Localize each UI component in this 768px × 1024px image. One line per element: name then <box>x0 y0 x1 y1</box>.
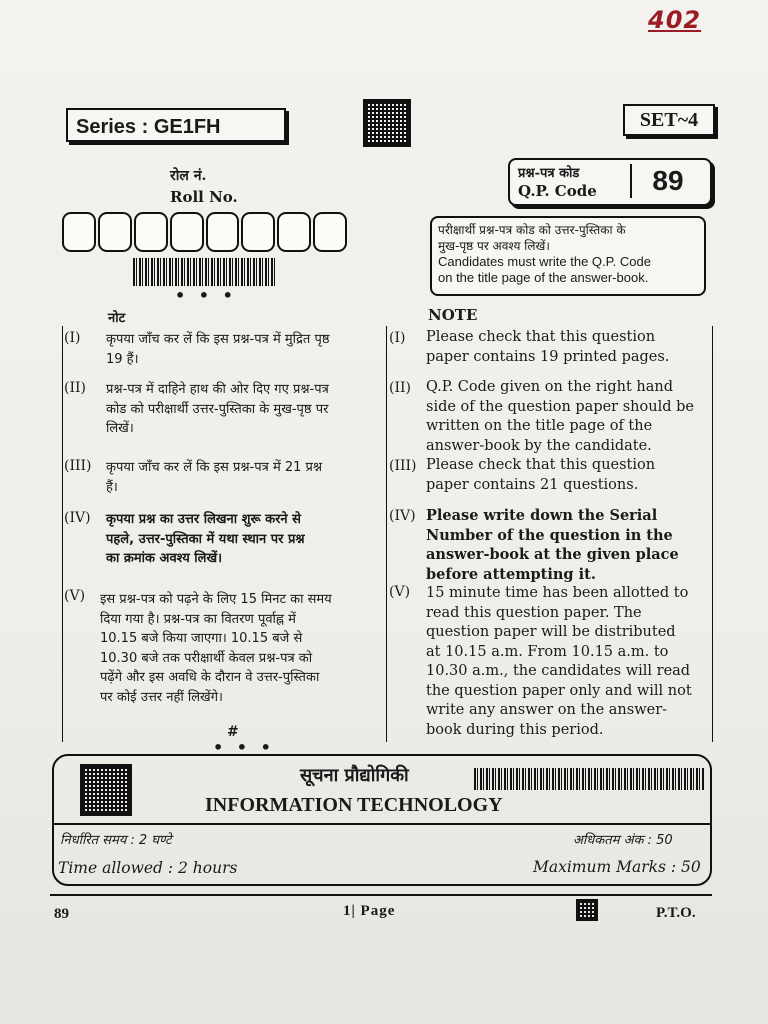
note-line: हैं। <box>106 479 118 495</box>
dots-marker: • • • <box>213 738 275 757</box>
note-line: answer-book by the candidate. <box>426 437 652 454</box>
barcode-icon <box>133 258 275 286</box>
note-line: write any answer on the answer- <box>426 702 668 718</box>
roll-label-hindi: रोल नं. <box>170 168 207 184</box>
roll-cell[interactable] <box>313 212 347 252</box>
roll-number-boxes <box>62 212 347 252</box>
note-line: paper contains 21 questions. <box>426 476 639 493</box>
note-number: (IV) <box>389 508 416 524</box>
pto-label: P.T.O. <box>656 905 696 921</box>
note-line: book during this period. <box>426 721 604 738</box>
qp-code-value: 89 <box>630 164 704 198</box>
time-allowed-hindi: निर्धारित समय : 2 घण्टे <box>60 833 172 848</box>
note-number: (III) <box>64 458 92 474</box>
note-line: 10.30 बजे तक परीक्षार्थी केवल प्रश्न-पत्र को <box>100 650 313 666</box>
note-line: कृपया प्रश्न का उत्तर लिखना शुरू करने से <box>106 512 301 527</box>
note-line: का क्रमांक अवश्य लिखें। <box>106 551 223 566</box>
note-line: 19 हैं। <box>106 351 139 367</box>
qp-label-english: Q.P. Code <box>518 182 597 200</box>
note-number: (II) <box>389 380 411 396</box>
note-line: पढ़ेंगे और इस अवधि के दौरान वे उत्तर-पुस्तिका <box>100 670 320 685</box>
roll-cell[interactable] <box>98 212 132 252</box>
note-hindi-item <box>100 590 382 707</box>
qp-code-box <box>508 158 712 206</box>
roll-cell[interactable] <box>134 212 168 252</box>
notice-hindi-line: मुख-पृष्ठ पर अवश्य लिखें। <box>438 239 550 253</box>
note-english-item <box>426 584 710 740</box>
note-heading-english: NOTE <box>428 306 478 324</box>
set-box: SET~4 <box>623 104 715 136</box>
note-number: (V) <box>64 588 86 604</box>
note-line: पहले, उत्तर-पुस्तिका में यथा स्थान पर प्रश्न <box>106 531 305 547</box>
note-line: side of the question paper should be <box>426 398 694 415</box>
roll-cell[interactable] <box>62 212 96 252</box>
note-line: Please check that this question <box>426 329 656 345</box>
qp-label-hindi: प्रश्न-पत्र कोड <box>518 166 580 181</box>
divider <box>52 823 712 825</box>
note-line: कृपया जाँच कर लें कि इस प्रश्न-पत्र में मुद्रित पृष्ठ <box>106 332 330 347</box>
roll-cell[interactable] <box>241 212 275 252</box>
note-line: before attempting it. <box>426 565 596 583</box>
qr-code-icon <box>80 764 132 816</box>
note-line: at 10.15 a.m. From 10.15 a.m. to <box>426 643 669 660</box>
column-divider <box>62 326 63 742</box>
note-line: लिखें। <box>106 421 134 436</box>
roll-cell[interactable] <box>206 212 240 252</box>
note-hindi-item <box>106 330 382 369</box>
note-line: Please write down the Serial <box>426 507 658 524</box>
note-heading-hindi: नोट <box>108 311 126 326</box>
dots-marker: • • • <box>175 286 237 305</box>
note-line: read this question paper. The <box>426 604 642 621</box>
column-divider <box>386 326 387 742</box>
subject-name-hindi: सूचना प्रौद्योगिकी <box>300 765 409 786</box>
note-line: प्रश्न-पत्र में दाहिने हाथ की ओर दिए गए प्रश्न-पत्र <box>106 382 329 397</box>
note-line: written on the title page of the <box>426 418 653 434</box>
note-line: कृपया जाँच कर लें कि इस प्रश्न-पत्र में 21 प्रश्न <box>106 460 323 475</box>
note-line: कोड को परीक्षार्थी उत्तर-पुस्तिका के मुख-पृष्ठ पर <box>106 401 329 417</box>
qr-code-icon <box>576 899 598 921</box>
note-number: (IV) <box>64 510 91 526</box>
notice-hindi-line: परीक्षार्थी प्रश्न-पत्र कोड को उत्तर-पुस्तिका के <box>438 223 626 237</box>
note-line: 10.30 a.m., the candidates will read <box>426 663 691 679</box>
column-divider <box>712 326 713 742</box>
note-number: (I) <box>389 330 406 346</box>
note-number: (I) <box>64 330 81 346</box>
max-marks-hindi: अधिकतम अंक : 50 <box>573 833 673 848</box>
note-hindi-item <box>106 510 382 569</box>
notice-english-line: on the title page of the answer-book. <box>438 270 649 285</box>
time-allowed-english: Time allowed : 2 hours <box>58 859 238 877</box>
roll-cell[interactable] <box>170 212 204 252</box>
roll-cell[interactable] <box>277 212 311 252</box>
note-hindi-item <box>106 458 382 497</box>
note-number: (III) <box>389 458 417 474</box>
note-line: question paper will be distributed <box>426 624 676 640</box>
subject-name-english: INFORMATION TECHNOLOGY <box>205 794 503 816</box>
footer-qp-code: 89 <box>54 906 69 922</box>
note-hindi-item <box>106 380 382 439</box>
note-number: (II) <box>64 380 86 396</box>
notice-english-line: Candidates must write the Q.P. Code <box>438 254 651 269</box>
roll-label-english: Roll No. <box>170 188 238 206</box>
note-line: Please check that this question <box>426 457 656 473</box>
footer-divider <box>50 894 712 896</box>
note-line: दिया गया है। प्रश्न-पत्र का वितरण पूर्वाह्न में <box>100 611 296 627</box>
note-line: answer-book at the given place <box>426 546 679 563</box>
page-number: 1| Page <box>343 903 396 919</box>
note-line: 15 minute time has been allotted to <box>426 585 689 601</box>
note-line: Q.P. Code given on the right hand <box>426 379 674 395</box>
note-line: 10.15 बजे किया जाएगा। 10.15 बजे से <box>100 631 303 646</box>
qr-code-icon <box>363 99 411 147</box>
max-marks-english: Maximum Marks : 50 <box>533 858 701 876</box>
note-line: paper contains 19 printed pages. <box>426 348 670 365</box>
qp-code-notice <box>430 216 706 296</box>
series-box: Series : GE1FH <box>66 108 286 142</box>
note-line: Number of the question in the <box>426 526 673 544</box>
note-english-item <box>426 456 710 495</box>
note-english-item <box>426 378 710 456</box>
end-mark: # <box>227 724 239 740</box>
handwritten-page-number: 402 <box>648 6 702 34</box>
note-number: (V) <box>389 584 411 600</box>
note-line: पर कोई उत्तर नहीं लिखेंगे। <box>100 689 223 705</box>
note-english-item <box>426 328 710 367</box>
note-line: इस प्रश्न-पत्र को पढ़ने के लिए 15 मिनट का समय <box>100 592 332 607</box>
barcode-icon <box>474 768 704 790</box>
note-line: the question paper only and will not <box>426 682 692 699</box>
note-english-item <box>426 506 710 584</box>
